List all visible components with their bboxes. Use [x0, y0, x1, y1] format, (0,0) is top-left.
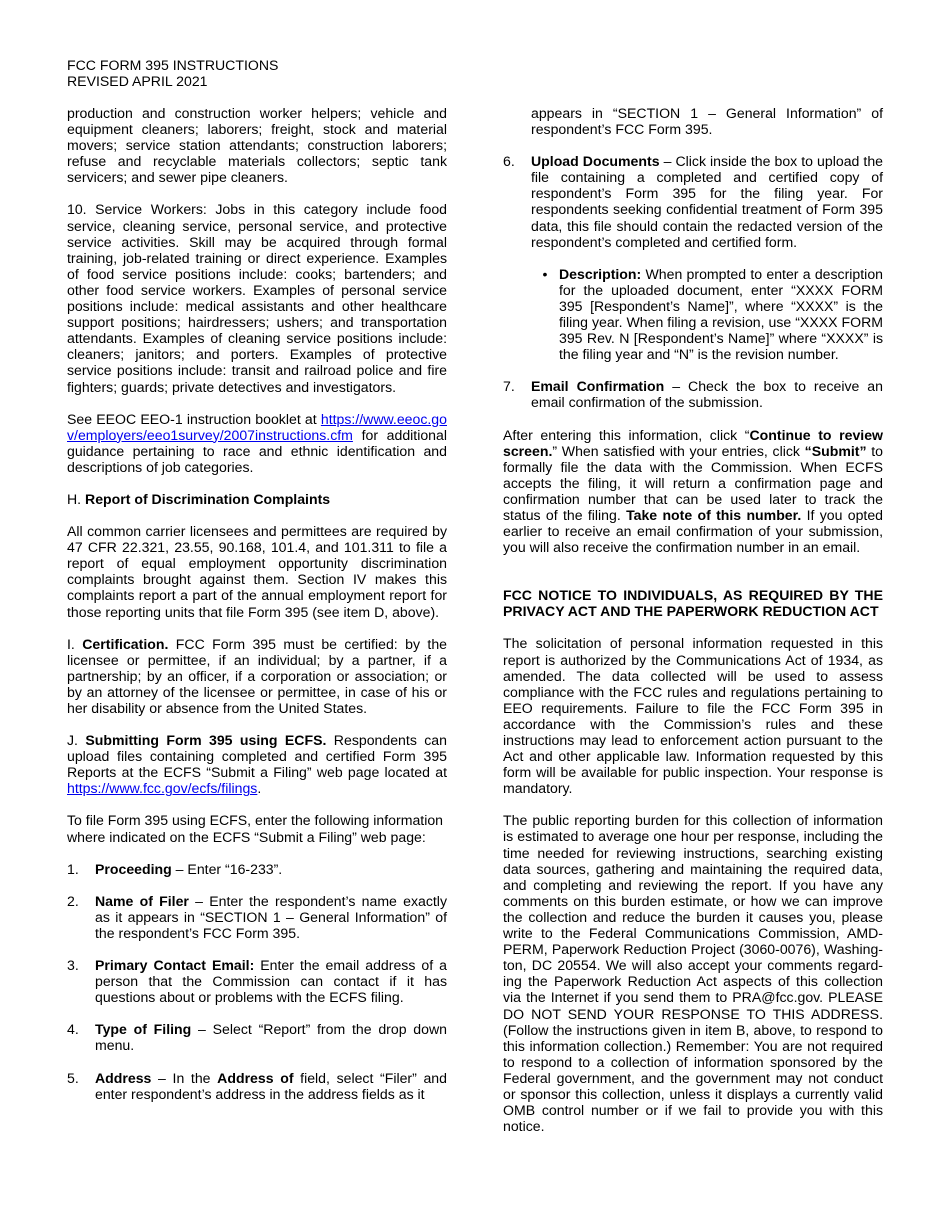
- paragraph-after-entering: [503, 427, 883, 556]
- section-i-text: FCC Form 395 must be certified: by the licensee or permittee, if an individual; by a partner, if a partnership; by an officer, if a corporation or association; or by an attorney of the licensee or permittee, in case of his or her disability or absence from the United States.: [67, 635, 447, 716]
- list-item-title: Primary Contact Email:: [95, 957, 255, 974]
- eeoc-reference-suffix: for additional guidance pertaining to race and ethnic identification and descriptions of job categories.: [67, 426, 447, 475]
- submit-label: “Submit”: [804, 442, 867, 459]
- list-number: 7.: [503, 378, 515, 395]
- list-item-title: Email Confirmation: [531, 378, 665, 395]
- privacy-notice-heading: FCC NOTICE TO INDIVIDUALS, AS REQUIRED BY THE PRIVACY ACT AND THE PAPERWORK REDUCTION ACT: [503, 587, 883, 620]
- paragraph-discrimination-complaints: All common carrier licensees and permittees are required by 47 CFR 22.321, 23.55, 90.168, 101.4, and 101.311 to file a report of equal employment opportunity discrimination complaints brought against them. Section IV makes this complaints report a part of the annual employment report for those reporting units that file Form 395 (see item D, above).: [67, 523, 447, 620]
- paragraph-eeoc-reference: [67, 411, 447, 475]
- list-number: 6.: [503, 153, 515, 170]
- list-item-text: – Enter “16-233”.: [171, 860, 283, 877]
- eeoc-instructions-link[interactable]: https://www.eeoc.gov/employers/eeo1survey/2007instructions.cfm: [67, 410, 447, 443]
- paragraph-continued-helpers: production and construction worker helpers; vehicle and equipment cleaners; laborers; freight, stock and material movers; service station attendants; construction laborers; refuse and recyclable materials collectors; septic tank servicers; and sewer pipe cleaners.: [67, 105, 447, 186]
- section-j-title: Submitting Form 395 using ECFS.: [85, 732, 327, 749]
- list-item-continued: appears in “SECTION 1 – General Information” of respondent’s FCC Form 395.: [531, 105, 883, 138]
- list-item-text: – Enter the respondent’s name exactly as it appears in “SECTION 1 – General Information” of the respondent’s FCC Form 395.: [95, 892, 447, 941]
- bullet-text: When prompted to enter a description for the uploaded document, enter “XXXX FORM 395 [Respondent’s Name]”, where “XXXX” is the filing year. When filing a revision, use “XXXX FORM 395 Rev. N [Respondent’s Name]” where “XXXX” is the filing year and “N” is the revision number.: [559, 265, 883, 363]
- list-item: [67, 1070, 447, 1102]
- list-number: 1.: [67, 860, 79, 877]
- list-item: [503, 378, 883, 410]
- list-item-title: Name of Filer: [95, 892, 189, 909]
- paragraph-to-file: To file Form 395 using ECFS, enter the following information where indicated on the ECFS “Submit a Filing” web page:: [67, 812, 444, 845]
- section-j-end: .: [257, 780, 262, 797]
- list-item-title: Upload Documents: [531, 153, 660, 170]
- list-item-title: Address: [95, 1069, 152, 1086]
- list-number: 5.: [67, 1069, 79, 1086]
- list-item: [67, 893, 447, 941]
- list-number: 4.: [67, 1021, 79, 1038]
- left-column: [67, 105, 447, 1118]
- section-j-letter: J.: [67, 732, 86, 749]
- list-item-text: Enter the email address of a person that the Commission can contact if it has questions about or problems with the ECFS filing.: [95, 957, 447, 1006]
- list-item: [67, 957, 447, 1005]
- list-item-text: – Select “Report” from the drop down menu.: [95, 1021, 447, 1054]
- list-item-title: Proceeding: [95, 860, 172, 877]
- paragraph-reporting-burden: The public reporting burden for this collection of information is estimated to average one hour per response, including the time needed for reviewing instructions, searching existing data sources, gathering and maintaining the required data, and completing and reviewing the report. If you have any comments on this burden estimate, or how we can improve the collection and reduce the burden it causes you, please write to the Federal Communications Commission, AMD-PERM, Paperwork Reduction Project (3060-0076), Washing-ton, DC 20554. We will also accept your comments regard-ing the Paperwork Reduction Act aspects of this collection via the Internet if you send them to PRA@fcc.gov. PLEASE DO NOT SEND YOUR RESPONSE TO THIS ADDRESS. (Follow the instructions given in item B, above, to respond to this information collection.) Remember: You are not required to respond to a collection of information sponsored by the Federal government, and the government may not conduct or sponsor this collection, unless it displays a currently valid OMB control number or if we fail to provide you with this notice.: [503, 812, 883, 1135]
- page-header: [67, 57, 467, 89]
- bullet-item: [531, 266, 883, 363]
- list-item-text: field, select “Filer” and enter respondent’s address in the address fields as it: [95, 1069, 447, 1102]
- eeoc-reference-prefix: See EEOC EEO-1 instruction booklet at: [67, 410, 321, 427]
- revision-date: REVISED APRIL 2021: [67, 73, 208, 89]
- list-item-text: – Check the box to receive an email confirmation of the submission.: [531, 378, 883, 411]
- paragraph-submitting-ecfs: [67, 732, 447, 796]
- after-text-1: After entering this information, click “: [503, 426, 750, 443]
- list-item: [503, 153, 883, 250]
- paragraph-certification: [67, 636, 447, 716]
- list-item: [67, 1021, 447, 1053]
- list-item: [67, 861, 447, 877]
- continue-review-label: Continue to review screen.: [503, 426, 883, 459]
- section-h-letter: H.: [67, 490, 86, 507]
- ecfs-filings-link[interactable]: https://www.fcc.gov/ecfs/filings: [67, 780, 258, 797]
- list-item-text: – In the: [151, 1069, 218, 1086]
- paragraph-service-workers: 10. Service Workers: Jobs in this category include food service, cleaning service, personal service, and protective service activities. Skill may be acquired through formal training, job-related training or direct experience. Examples of food service positions include: cooks; bartenders; and other food service workers. Examples of personal service positions include: medical assistants and other healthcare support positions; hairdressers; ushers; and transportation attendants. Examples of cleaning service positions include: cleaners; janitors; and porters. Examples of protective service positions include: transit and railroad police and fire fighters; guards; private detectives and investigators.: [67, 201, 447, 395]
- take-note-label: Take note of this number.: [626, 506, 802, 523]
- right-column: [503, 105, 883, 1150]
- list-item-text: – Click inside the box to upload the file containing a completed and certified copy of respondent’s Form 395 for the filing year. For respondents seeking confidential treatment of Form 395 data, this file should contain the redacted version of the respondent’s completed and certified form.: [531, 153, 883, 250]
- paragraph-solicitation: The solicitation of personal information requested in this report is authorized by the Communications Act of 1934, as amended. The data collected will be used to assess compliance with the FCC rules and regulations pertaining to EEO requirements. Failure to file the FCC Form 395 in accordance with the Commission’s rules and these instructions may lead to enforcement action pursuant to the Act and other applicable law. Information requested by this form will be available for public inspection. Your response is mandatory.: [503, 635, 883, 797]
- section-j-text: Respondents can upload files containing completed and certified Form 395 Reports at the ECFS “Submit a Filing” web page located at: [67, 732, 447, 781]
- after-text-3: to formally file the data with the Commission. When ECFS accepts the filing, it will return a confirmation page and confirmation number that can be used later to track the status of the filing.: [503, 442, 883, 523]
- bullet-mark: •: [542, 265, 548, 282]
- list-number: 2.: [67, 892, 79, 909]
- section-h-title: Report of Discrimination Complaints: [85, 490, 331, 507]
- after-text-4: If you opted earlier to receive an email confirmation of your submission, you will also receive the confirmation number in an email.: [503, 506, 884, 556]
- bullet-title: Description:: [559, 265, 642, 282]
- section-h-heading: [67, 491, 447, 507]
- list-item-title: Type of Filing: [95, 1021, 192, 1038]
- form-title: FCC FORM 395 INSTRUCTIONS: [67, 57, 279, 73]
- list-number: 3.: [67, 957, 79, 974]
- section-i-letter: I.: [67, 635, 83, 652]
- section-i-title: Certification.: [82, 635, 169, 652]
- list-item-bold: Address of: [217, 1069, 294, 1086]
- after-text-2: ” When satisfied with your entries, click: [552, 442, 805, 459]
